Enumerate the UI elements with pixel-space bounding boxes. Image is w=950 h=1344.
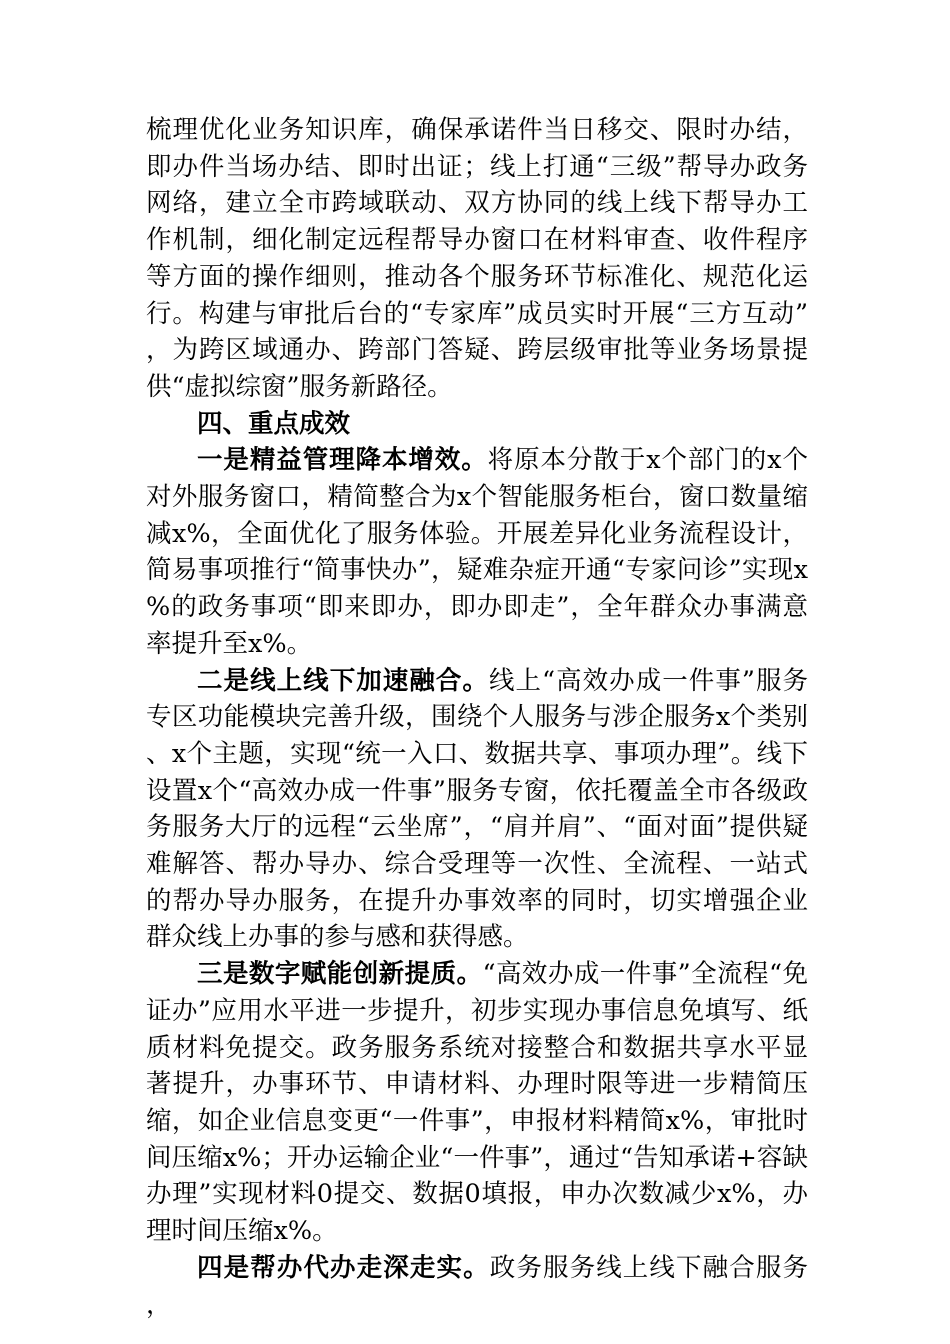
paragraph-lead: 三是数字赋能创新提质。: [197, 959, 483, 990]
paragraph-item-2: [146, 663, 808, 957]
section-heading: 四、重点成效: [197, 408, 351, 439]
paragraph-item-4: [146, 1250, 808, 1323]
paragraph-body: 线上“高效办成一件事”服务专区功能模块完善升级，围绕个人服务与涉企服务x个类别、x个主题，实现“统一入口、数据共享、事项办理”。线下设置x个“高效办成一件事”服务专窗，依托覆盖全市各级政务服务大厅的远程“云坐席”，“肩并肩”、“面对面”提供疑难解答、帮办导办、综合受理等一次性、全流程、一站式的帮办导办服务，在提升办事效率的同时，切实增强企业群众线上办事的参与感和获得感。: [146, 665, 808, 953]
paragraph-lead: 四是帮办代办走深走实。: [197, 1252, 490, 1283]
paragraph-item-1: [146, 442, 808, 662]
paragraph-body: 政务服务线上线下融合服务，: [146, 1252, 808, 1320]
paragraph-continuation: 梳理优化业务知识库，确保承诺件当日移交、限时办结，即办件当场办结、即时出证；线上打通“三级”帮导办政务网络，建立全市跨域联动、双方协同的线上线下帮导办工作机制，细化制定远程帮导办窗口在材料审查、收件程序等方面的操作细则，推动各个服务环节标准化、规范化运行。构建与审批后台的“专家库”成员实时开展“三方互动”，为跨区域通办、跨部门答疑、跨层级审批等业务场景提供“虚拟综窗”服务新路径。: [146, 115, 808, 402]
paragraph-body: 将原本分散于x个部门的x个对外服务窗口，精简整合为x个智能服务柜台，窗口数量缩减x%，全面优化了服务体验。开展差异化业务流程设计，简易事项推行“简事快办”，疑难杂症开通“专家问诊”实现x%的政务事项“即来即办，即办即走”，全年群众办事满意率提升至x%。: [146, 445, 808, 659]
paragraph-lead: 一是精益管理降本增效。: [197, 445, 488, 476]
document-page: [146, 112, 808, 1323]
paragraph-item-3: [146, 956, 808, 1250]
paragraph-body: “高效办成一件事”全流程“免证办”应用水平进一步提升，初步实现办事信息免填写、纸质材料免提交。政务服务系统对接整合和数据共享水平显著提升，办事环节、申请材料、办理时限等进一步精简压缩，如企业信息变更“一件事”，申报材料精简x%，审批时间压缩x%；开办运输企业“一件事”，通过“告知承诺+容缺办理”实现材料0提交、数据0填报，申办次数减少x%，办理时间压缩x%。: [146, 959, 808, 1247]
paragraph-lead: 二是线上线下加速融合。: [197, 665, 489, 696]
